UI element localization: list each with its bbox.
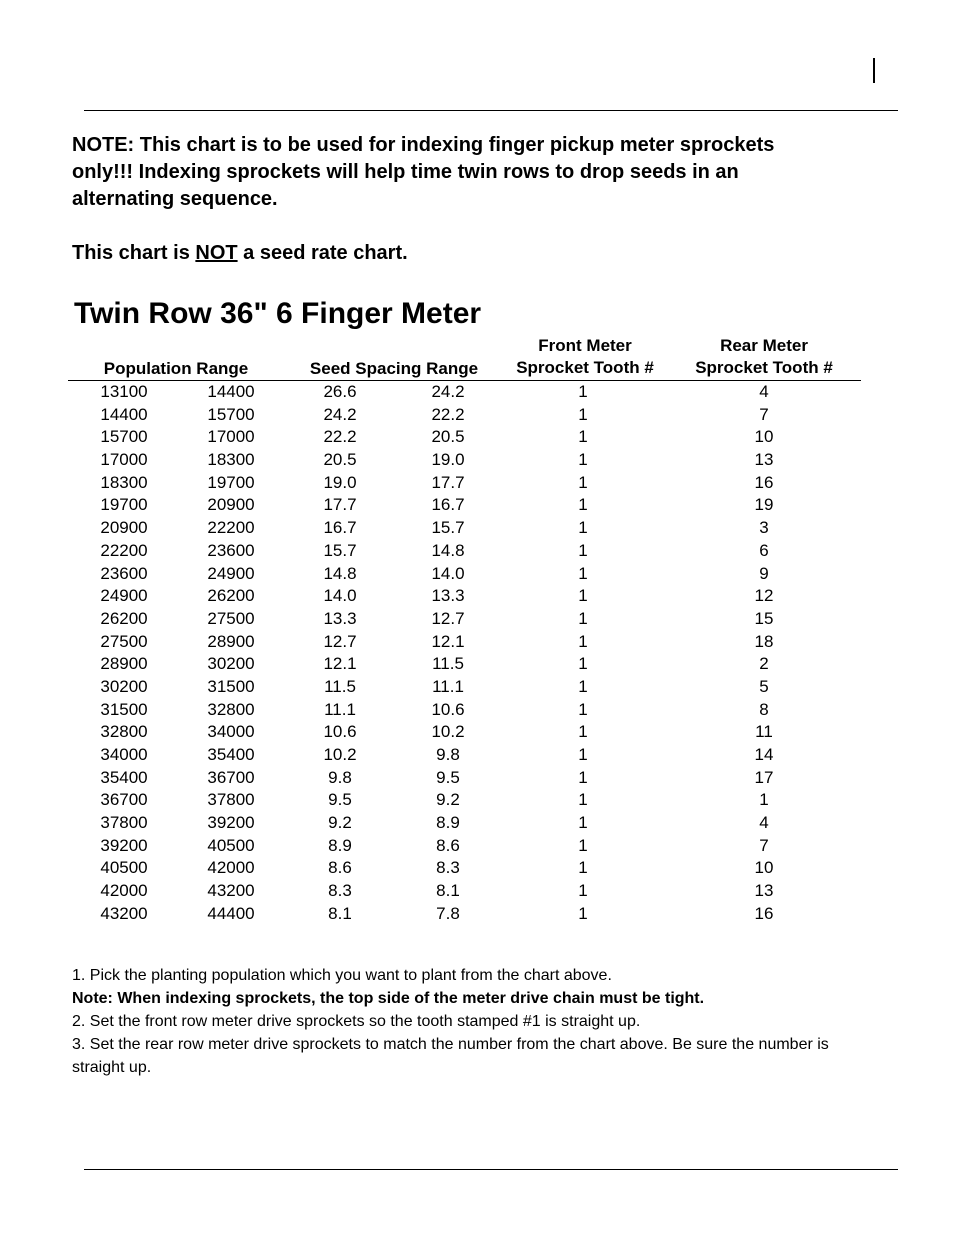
table-row xyxy=(0,880,954,903)
cell-spacing-max: 26.6 xyxy=(323,382,357,401)
cell-population-max: 42000 xyxy=(207,858,255,878)
cell-rear-tooth: 16 xyxy=(754,903,774,923)
cell-population-min: 20900 xyxy=(100,518,148,538)
cell-population-min: 31500 xyxy=(100,699,148,719)
cell-population-max: 43200 xyxy=(207,881,255,901)
cell-rear-tooth: 12 xyxy=(754,586,774,606)
cell-front-tooth: 1 xyxy=(578,722,588,742)
header-front-line2: Sprocket Tooth # xyxy=(516,358,654,377)
cell-spacing-max: 8.9 xyxy=(328,835,352,855)
cell-population-max: 14400 xyxy=(207,382,255,401)
cell-spacing-min: 24.2 xyxy=(431,382,465,401)
cell-population-min: 22200 xyxy=(100,540,148,560)
cell-front-tooth: 1 xyxy=(578,903,588,923)
cell-rear-tooth: 4 xyxy=(759,382,769,401)
cell-population-min: 36700 xyxy=(100,790,148,810)
cell-spacing-min: 7.8 xyxy=(436,903,460,923)
cell-rear-tooth: 5 xyxy=(759,676,769,696)
table-row xyxy=(0,789,954,812)
table-row xyxy=(0,404,954,427)
cell-spacing-max: 24.2 xyxy=(323,404,357,424)
cell-rear-tooth: 13 xyxy=(754,881,774,901)
cell-population-max: 30200 xyxy=(207,654,255,674)
cell-population-max: 19700 xyxy=(207,472,255,492)
table-row xyxy=(0,676,954,699)
cell-spacing-max: 16.7 xyxy=(323,518,357,538)
cell-rear-tooth: 10 xyxy=(754,427,774,447)
cell-rear-tooth: 14 xyxy=(754,745,774,764)
cell-front-tooth: 1 xyxy=(578,790,588,810)
cell-front-tooth: 1 xyxy=(578,472,588,492)
not-seed-rate-notice xyxy=(72,240,408,267)
cell-population-max: 24900 xyxy=(207,563,255,583)
cell-spacing-min: 19.0 xyxy=(431,450,465,470)
cell-spacing-max: 10.6 xyxy=(323,722,357,742)
cell-front-tooth: 1 xyxy=(578,699,588,719)
cell-spacing-max: 10.2 xyxy=(323,745,357,764)
cell-spacing-max: 8.6 xyxy=(328,858,352,878)
cell-front-tooth: 1 xyxy=(578,813,588,833)
table-row xyxy=(0,449,954,472)
cell-spacing-max: 20.5 xyxy=(323,450,357,470)
cell-spacing-max: 13.3 xyxy=(323,608,357,628)
table-row xyxy=(0,721,954,744)
header-rule xyxy=(84,110,898,111)
cell-rear-tooth: 17 xyxy=(754,767,774,787)
cell-population-min: 30200 xyxy=(100,676,148,696)
table-row xyxy=(0,857,954,880)
cell-population-max: 34000 xyxy=(207,722,255,742)
cell-rear-tooth: 8 xyxy=(759,699,769,719)
indexing-note: Note: When indexing sprockets, the top side of the meter drive chain must be tight. xyxy=(72,990,705,1007)
cell-front-tooth: 1 xyxy=(578,427,588,447)
cell-front-tooth: 1 xyxy=(578,654,588,674)
cell-spacing-min: 20.5 xyxy=(431,427,465,447)
table-row xyxy=(0,381,954,404)
header-rear-line1: Rear Meter xyxy=(720,336,808,355)
table-row xyxy=(0,903,954,926)
cell-rear-tooth: 2 xyxy=(759,654,769,674)
cell-population-max: 18300 xyxy=(207,450,255,470)
cell-front-tooth: 1 xyxy=(578,540,588,560)
cell-population-min: 24900 xyxy=(100,586,148,606)
cell-spacing-min: 9.2 xyxy=(436,790,460,810)
cell-spacing-max: 12.7 xyxy=(323,631,357,651)
cell-spacing-max: 12.1 xyxy=(323,654,357,674)
cell-spacing-min: 9.5 xyxy=(436,767,460,787)
table-row xyxy=(0,699,954,722)
cell-spacing-max: 15.7 xyxy=(323,540,357,560)
cell-front-tooth: 1 xyxy=(578,858,588,878)
cell-front-tooth: 1 xyxy=(578,767,588,787)
cell-spacing-min: 8.9 xyxy=(436,813,460,833)
cell-population-max: 31500 xyxy=(207,676,255,696)
instructions xyxy=(72,964,832,1079)
cell-population-min: 32800 xyxy=(100,722,148,742)
cell-spacing-min: 17.7 xyxy=(431,472,465,492)
table-row xyxy=(0,585,954,608)
cell-population-min: 34000 xyxy=(100,745,148,764)
cell-population-max: 17000 xyxy=(207,427,255,447)
header-seed-spacing-range: Seed Spacing Range xyxy=(309,359,479,378)
cell-front-tooth: 1 xyxy=(578,518,588,538)
notice-prefix: This chart is xyxy=(72,242,196,264)
cell-population-max: 23600 xyxy=(207,540,255,560)
cell-spacing-min: 11.5 xyxy=(432,654,464,674)
table-row xyxy=(0,494,954,517)
cell-population-max: 20900 xyxy=(207,495,255,515)
cell-spacing-max: 22.2 xyxy=(323,427,357,447)
cell-spacing-min: 8.1 xyxy=(436,881,460,901)
cell-spacing-max: 11.1 xyxy=(324,699,356,719)
cell-population-min: 28900 xyxy=(100,654,148,674)
table-row xyxy=(0,653,954,676)
header-population-range: Population Range xyxy=(103,359,249,378)
cell-spacing-max: 9.5 xyxy=(328,790,352,810)
cell-rear-tooth: 16 xyxy=(754,472,774,492)
step-3: 3. Set the rear row meter drive sprockets to match the number from the chart above. Be sure the number is straight up. xyxy=(72,1036,829,1076)
usage-note: NOTE: This chart is to be used for indexing finger pickup meter sprockets only!!! Indexing sprockets will help time twin rows to drop seeds in an alternating sequence. xyxy=(72,134,775,210)
cell-spacing-min: 13.3 xyxy=(431,586,465,606)
cell-rear-tooth: 13 xyxy=(754,450,774,470)
cell-front-tooth: 1 xyxy=(578,608,588,628)
cell-front-tooth: 1 xyxy=(578,382,588,401)
cell-spacing-min: 12.1 xyxy=(431,631,465,651)
cell-front-tooth: 1 xyxy=(578,835,588,855)
step-2: 2. Set the front row meter drive sprockets so the tooth stamped #1 is straight up. xyxy=(72,1013,641,1030)
cell-population-max: 36700 xyxy=(207,767,255,787)
cell-spacing-max: 17.7 xyxy=(323,495,357,515)
cell-spacing-max: 14.8 xyxy=(323,563,357,583)
chart-title: Twin Row 36" 6 Finger Meter xyxy=(74,297,482,330)
cell-population-min: 15700 xyxy=(100,427,148,447)
table-row xyxy=(0,517,954,540)
cell-spacing-max: 11.5 xyxy=(324,676,356,696)
table-row xyxy=(0,608,954,631)
table-row xyxy=(0,835,954,858)
cell-spacing-min: 12.7 xyxy=(431,608,465,628)
table-row xyxy=(0,563,954,586)
cell-spacing-max: 19.0 xyxy=(323,472,357,492)
cell-population-max: 15700 xyxy=(207,404,255,424)
cell-population-min: 35400 xyxy=(100,767,148,787)
cell-population-min: 26200 xyxy=(100,608,148,628)
cell-rear-tooth: 7 xyxy=(759,404,769,424)
cell-rear-tooth: 11 xyxy=(755,722,773,742)
cell-population-min: 13100 xyxy=(100,382,148,401)
table-row xyxy=(0,812,954,835)
cell-population-min: 40500 xyxy=(100,858,148,878)
cell-population-max: 37800 xyxy=(207,790,255,810)
cell-rear-tooth: 3 xyxy=(759,518,769,538)
cell-front-tooth: 1 xyxy=(578,450,588,470)
notice-not-word: NOT xyxy=(195,242,238,264)
cell-population-max: 22200 xyxy=(207,518,255,538)
cell-front-tooth: 1 xyxy=(578,631,588,651)
cell-population-min: 19700 xyxy=(100,495,148,515)
cell-population-min: 42000 xyxy=(100,881,148,901)
cell-population-min: 39200 xyxy=(100,835,148,855)
cell-population-min: 27500 xyxy=(100,631,148,651)
table-row xyxy=(0,744,954,767)
header-front-line1: Front Meter xyxy=(538,336,632,355)
cell-front-tooth: 1 xyxy=(578,404,588,424)
cell-rear-tooth: 7 xyxy=(759,835,769,855)
cell-population-min: 43200 xyxy=(100,903,148,923)
cell-spacing-min: 14.0 xyxy=(431,563,465,583)
table-row xyxy=(0,426,954,449)
cell-spacing-min: 16.7 xyxy=(431,495,465,515)
cell-population-max: 39200 xyxy=(207,813,255,833)
header-rear-meter xyxy=(678,335,850,379)
step-1: 1. Pick the planting population which you want to plant from the chart above. xyxy=(72,967,612,984)
cell-population-min: 17000 xyxy=(100,450,148,470)
cell-population-max: 40500 xyxy=(207,835,255,855)
cell-population-min: 18300 xyxy=(100,472,148,492)
cell-rear-tooth: 9 xyxy=(759,563,769,583)
cell-spacing-max: 14.0 xyxy=(323,586,357,606)
cell-rear-tooth: 19 xyxy=(754,495,774,515)
cell-population-max: 32800 xyxy=(207,699,255,719)
cell-rear-tooth: 1 xyxy=(759,790,769,810)
cell-population-min: 14400 xyxy=(100,404,148,424)
cell-population-max: 27500 xyxy=(207,608,255,628)
cell-front-tooth: 1 xyxy=(578,495,588,515)
cell-front-tooth: 1 xyxy=(578,745,588,764)
cell-population-min: 37800 xyxy=(100,813,148,833)
table-row xyxy=(0,767,954,790)
cell-spacing-max: 9.2 xyxy=(328,813,352,833)
cell-spacing-min: 22.2 xyxy=(431,404,465,424)
cell-spacing-max: 8.1 xyxy=(328,903,352,923)
cell-spacing-min: 14.8 xyxy=(431,540,465,560)
table-body xyxy=(0,381,954,926)
cell-front-tooth: 1 xyxy=(578,563,588,583)
cell-front-tooth: 1 xyxy=(578,586,588,606)
footer-rule xyxy=(84,1169,898,1170)
cell-rear-tooth: 15 xyxy=(754,608,774,628)
cell-spacing-min: 8.6 xyxy=(436,835,460,855)
cell-rear-tooth: 6 xyxy=(759,540,769,560)
cell-spacing-min: 11.1 xyxy=(432,676,464,696)
cell-rear-tooth: 10 xyxy=(754,858,774,878)
header-front-meter xyxy=(500,335,670,379)
cell-spacing-max: 8.3 xyxy=(328,881,352,901)
cell-spacing-max: 9.8 xyxy=(328,767,352,787)
table-row xyxy=(0,472,954,495)
cell-population-min: 23600 xyxy=(100,563,148,583)
cell-rear-tooth: 4 xyxy=(759,813,769,833)
page-margin-mark xyxy=(873,58,875,83)
cell-spacing-min: 9.8 xyxy=(436,745,460,764)
cell-spacing-min: 10.6 xyxy=(431,699,465,719)
cell-spacing-min: 15.7 xyxy=(431,518,465,538)
header-rear-line2: Sprocket Tooth # xyxy=(695,358,833,377)
cell-population-max: 35400 xyxy=(207,745,255,764)
cell-front-tooth: 1 xyxy=(578,676,588,696)
cell-front-tooth: 1 xyxy=(578,881,588,901)
cell-population-max: 28900 xyxy=(207,631,255,651)
table-row xyxy=(0,540,954,563)
cell-spacing-min: 10.2 xyxy=(431,722,465,742)
cell-population-max: 44400 xyxy=(207,903,255,923)
cell-population-max: 26200 xyxy=(207,586,255,606)
notice-suffix: a seed rate chart. xyxy=(237,242,408,264)
table-row xyxy=(0,631,954,654)
cell-rear-tooth: 18 xyxy=(754,631,774,651)
cell-spacing-min: 8.3 xyxy=(436,858,460,878)
